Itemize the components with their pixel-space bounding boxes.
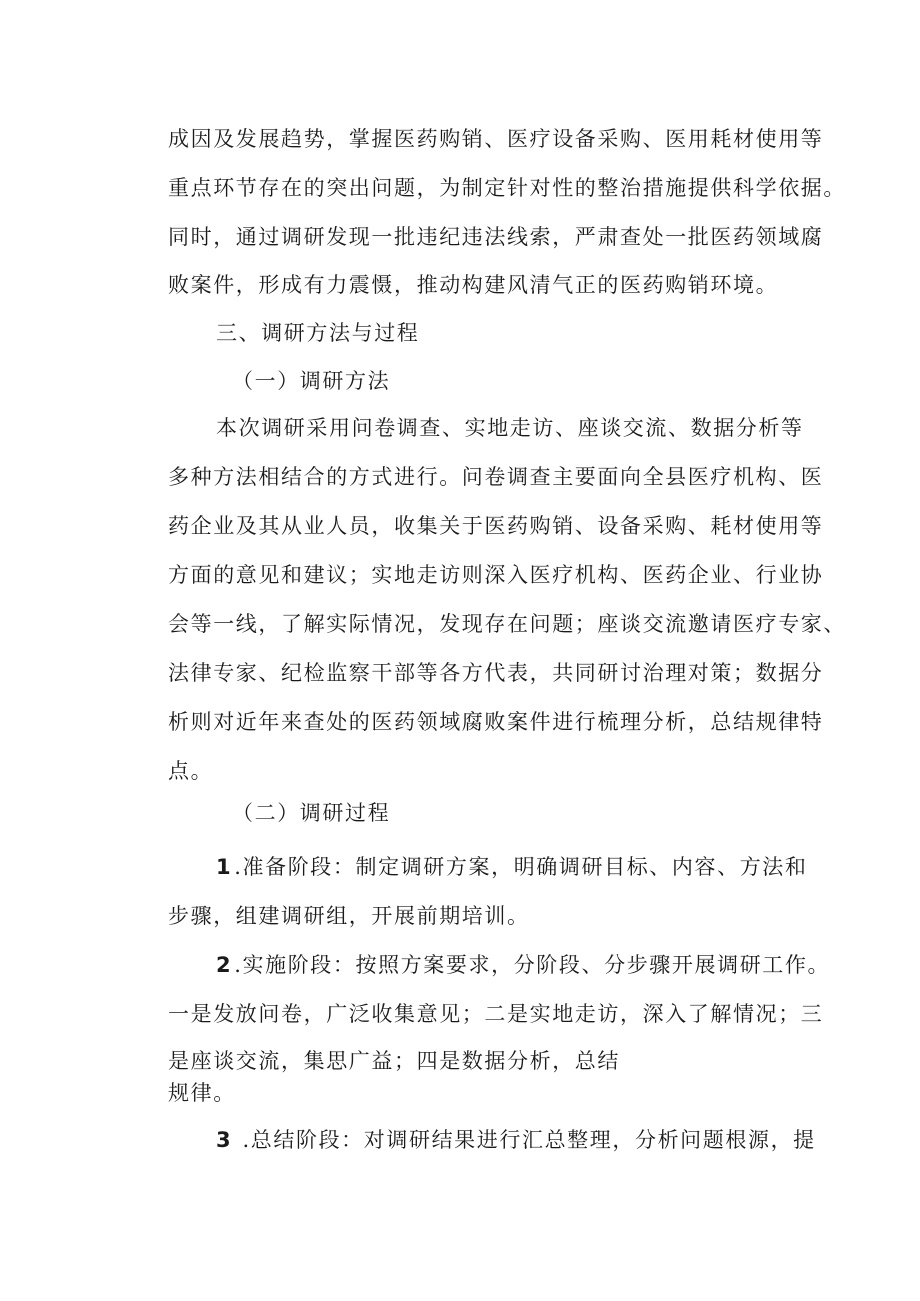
body-text-line: 药企业及其从业人员，收集关于医药购销、设备采购、耗材使用等 xyxy=(168,514,824,538)
list-item-2 xyxy=(216,950,830,980)
body-text-line: 点。 xyxy=(168,759,214,783)
body-text-line: 是座谈交流，集思广益；四是数据分析，总结 xyxy=(168,1049,620,1073)
subsection-heading: （一）调研方法 xyxy=(232,369,391,393)
body-text-line: 成因及发展趋势，掌握医药购销、医疗设备采购、医用耗材使用等 xyxy=(168,127,824,151)
list-item-3 xyxy=(216,1125,816,1155)
list-item-text: .总结阶段：对调研结果进行汇总整理，分析问题根源，提 xyxy=(234,1128,816,1152)
body-text-line: 步骤，组建调研组，开展前期培训。 xyxy=(168,904,530,928)
subsection-heading: （二）调研过程 xyxy=(232,801,391,825)
body-text-line: 一是发放问卷，广泛收集意见；二是实地走访，深入了解情况；三 xyxy=(168,1002,824,1026)
body-text-line: 败案件，形成有力震慑，推动构建风清气正的医药购销环境。 xyxy=(168,273,779,297)
list-number: 2 xyxy=(216,953,233,977)
body-text-line: 同时，通过调研发现一批违纪违法线索，严肃查处一批医药领域腐 xyxy=(168,225,824,249)
body-text-line: 析则对近年来查处的医药领域腐败案件进行梳理分析，总结规律特 xyxy=(168,710,824,734)
list-number: 3 xyxy=(216,1128,233,1152)
body-text-line: 本次调研采用问卷调查、实地走访、座谈交流、数据分析等 xyxy=(216,416,804,440)
body-text-line: 多种方法相结合的方式进行。问卷调查主要面向全县医疗机构、医 xyxy=(168,465,824,489)
list-item-text: .准备阶段：制定调研方案，明确调研目标、内容、方法和 xyxy=(234,855,808,879)
list-item-1 xyxy=(216,852,808,882)
body-text-line: 规律。 xyxy=(168,1081,236,1105)
body-text-line: 会等一线，了解实际情况，发现存在问题；座谈交流邀请医疗专家、 xyxy=(168,612,846,636)
body-text-line: 法律专家、纪检监察干部等各方代表，共同研讨治理对策；数据分 xyxy=(168,661,824,685)
list-number: 1 xyxy=(216,855,233,879)
section-heading: 三、调研方法与过程 xyxy=(216,321,420,345)
body-text-line: 重点环节存在的突出问题，为制定针对性的整治措施提供科学依据。 xyxy=(168,176,846,200)
body-text-line: 方面的意见和建议；实地走访则深入医疗机构、医药企业、行业协 xyxy=(168,563,824,587)
list-item-text: .实施阶段：按照方案要求，分阶段、分步骤开展调研工作。 xyxy=(234,953,831,977)
